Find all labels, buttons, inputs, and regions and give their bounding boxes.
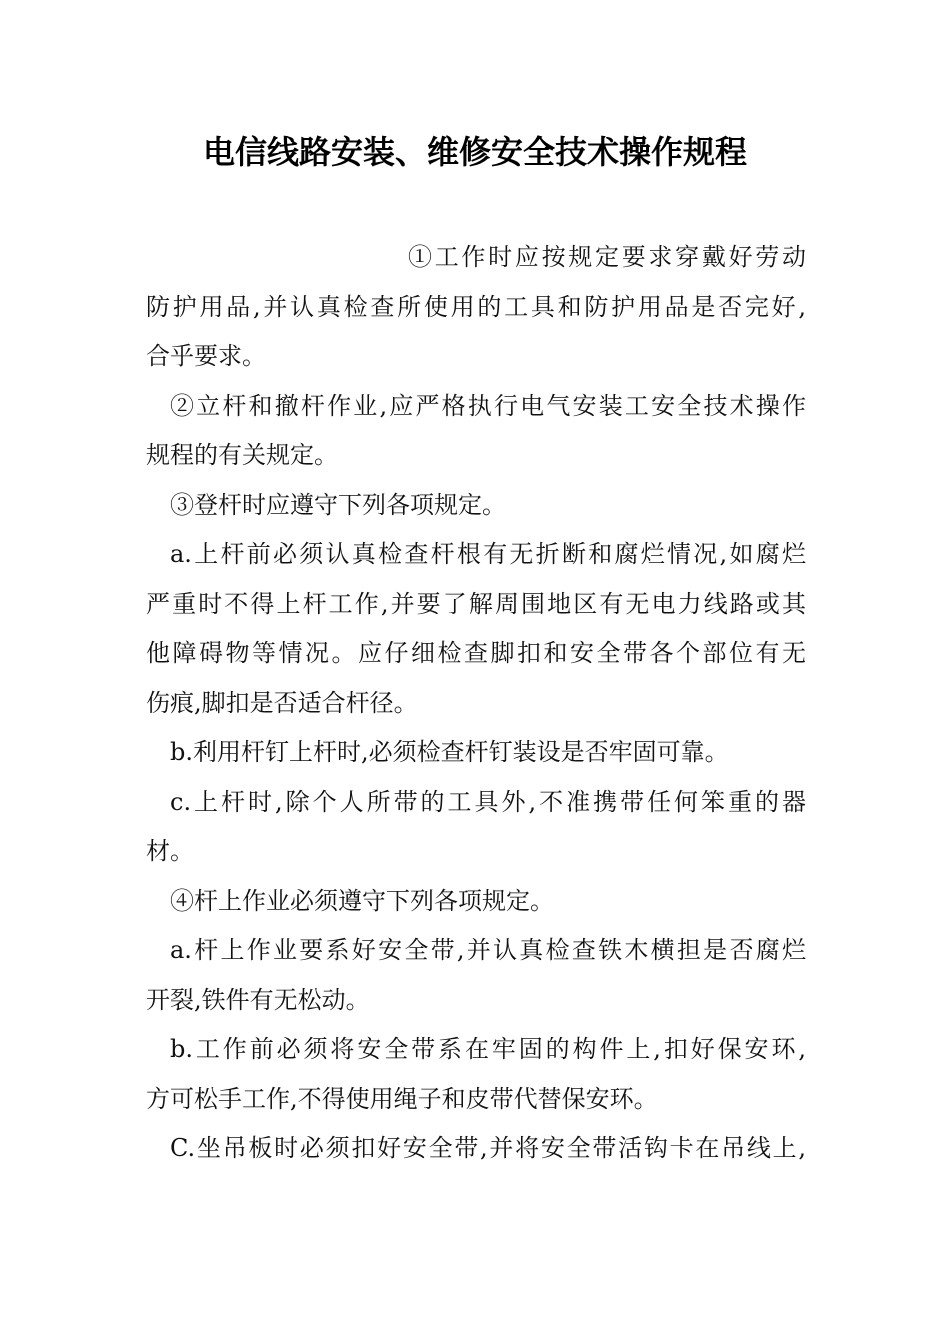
paragraph-line: 他障碍物等情况。应仔细检查脚扣和安全带各个部位有无 <box>146 639 806 667</box>
paragraph-line: a.上杆前必须认真检查杆根有无折断和腐烂情况,如腐烂 <box>170 540 806 568</box>
paragraph-line: 伤痕,脚扣是否适合杆径。 <box>146 688 418 717</box>
document-body <box>146 233 806 1174</box>
paragraph-line: 合乎要求。 <box>146 342 266 370</box>
paragraph-line: ④杆上作业必须遵守下列各项规定。 <box>170 886 554 915</box>
paragraph-line: 开裂,铁件有无松动。 <box>146 985 370 1014</box>
document-title: 电信线路安装、维修安全技术操作规程 <box>202 133 747 171</box>
paragraph-line: ①工作时应按规定要求穿戴好劳动 <box>408 243 806 271</box>
paragraph-line: b.利用杆钉上杆时,必须检查杆钉装设是否牢固可靠。 <box>170 738 729 766</box>
paragraph-line: 严重时不得上杆工作,并要了解周围地区有无电力线路或其 <box>146 589 806 618</box>
paragraph-line: C.坐吊板时必须扣好安全带,并将安全带活钩卡在吊线上, <box>170 1134 806 1162</box>
paragraph-line: c.上杆时,除个人所带的工具外,不准携带任何笨重的器 <box>170 787 806 816</box>
paragraph-line: ②立杆和撤杆作业,应严格执行电气安装工安全技术操作 <box>170 391 806 420</box>
paragraph-line: a.杆上作业要系好安全带,并认真检查铁木横担是否腐烂 <box>170 936 806 964</box>
paragraph-line: ③登杆时应遵守下列各项规定。 <box>170 490 506 519</box>
paragraph-line: 防护用品,并认真检查所使用的工具和防护用品是否完好, <box>146 292 806 321</box>
paragraph-line: 方可松手工作,不得使用绳子和皮带代替保安环。 <box>146 1084 658 1113</box>
paragraph-line: 材。 <box>146 837 194 865</box>
paragraph-line: 规程的有关规定。 <box>146 441 338 469</box>
paragraph-line: b.工作前必须将安全带系在牢固的构件上,扣好保安环, <box>170 1035 806 1063</box>
